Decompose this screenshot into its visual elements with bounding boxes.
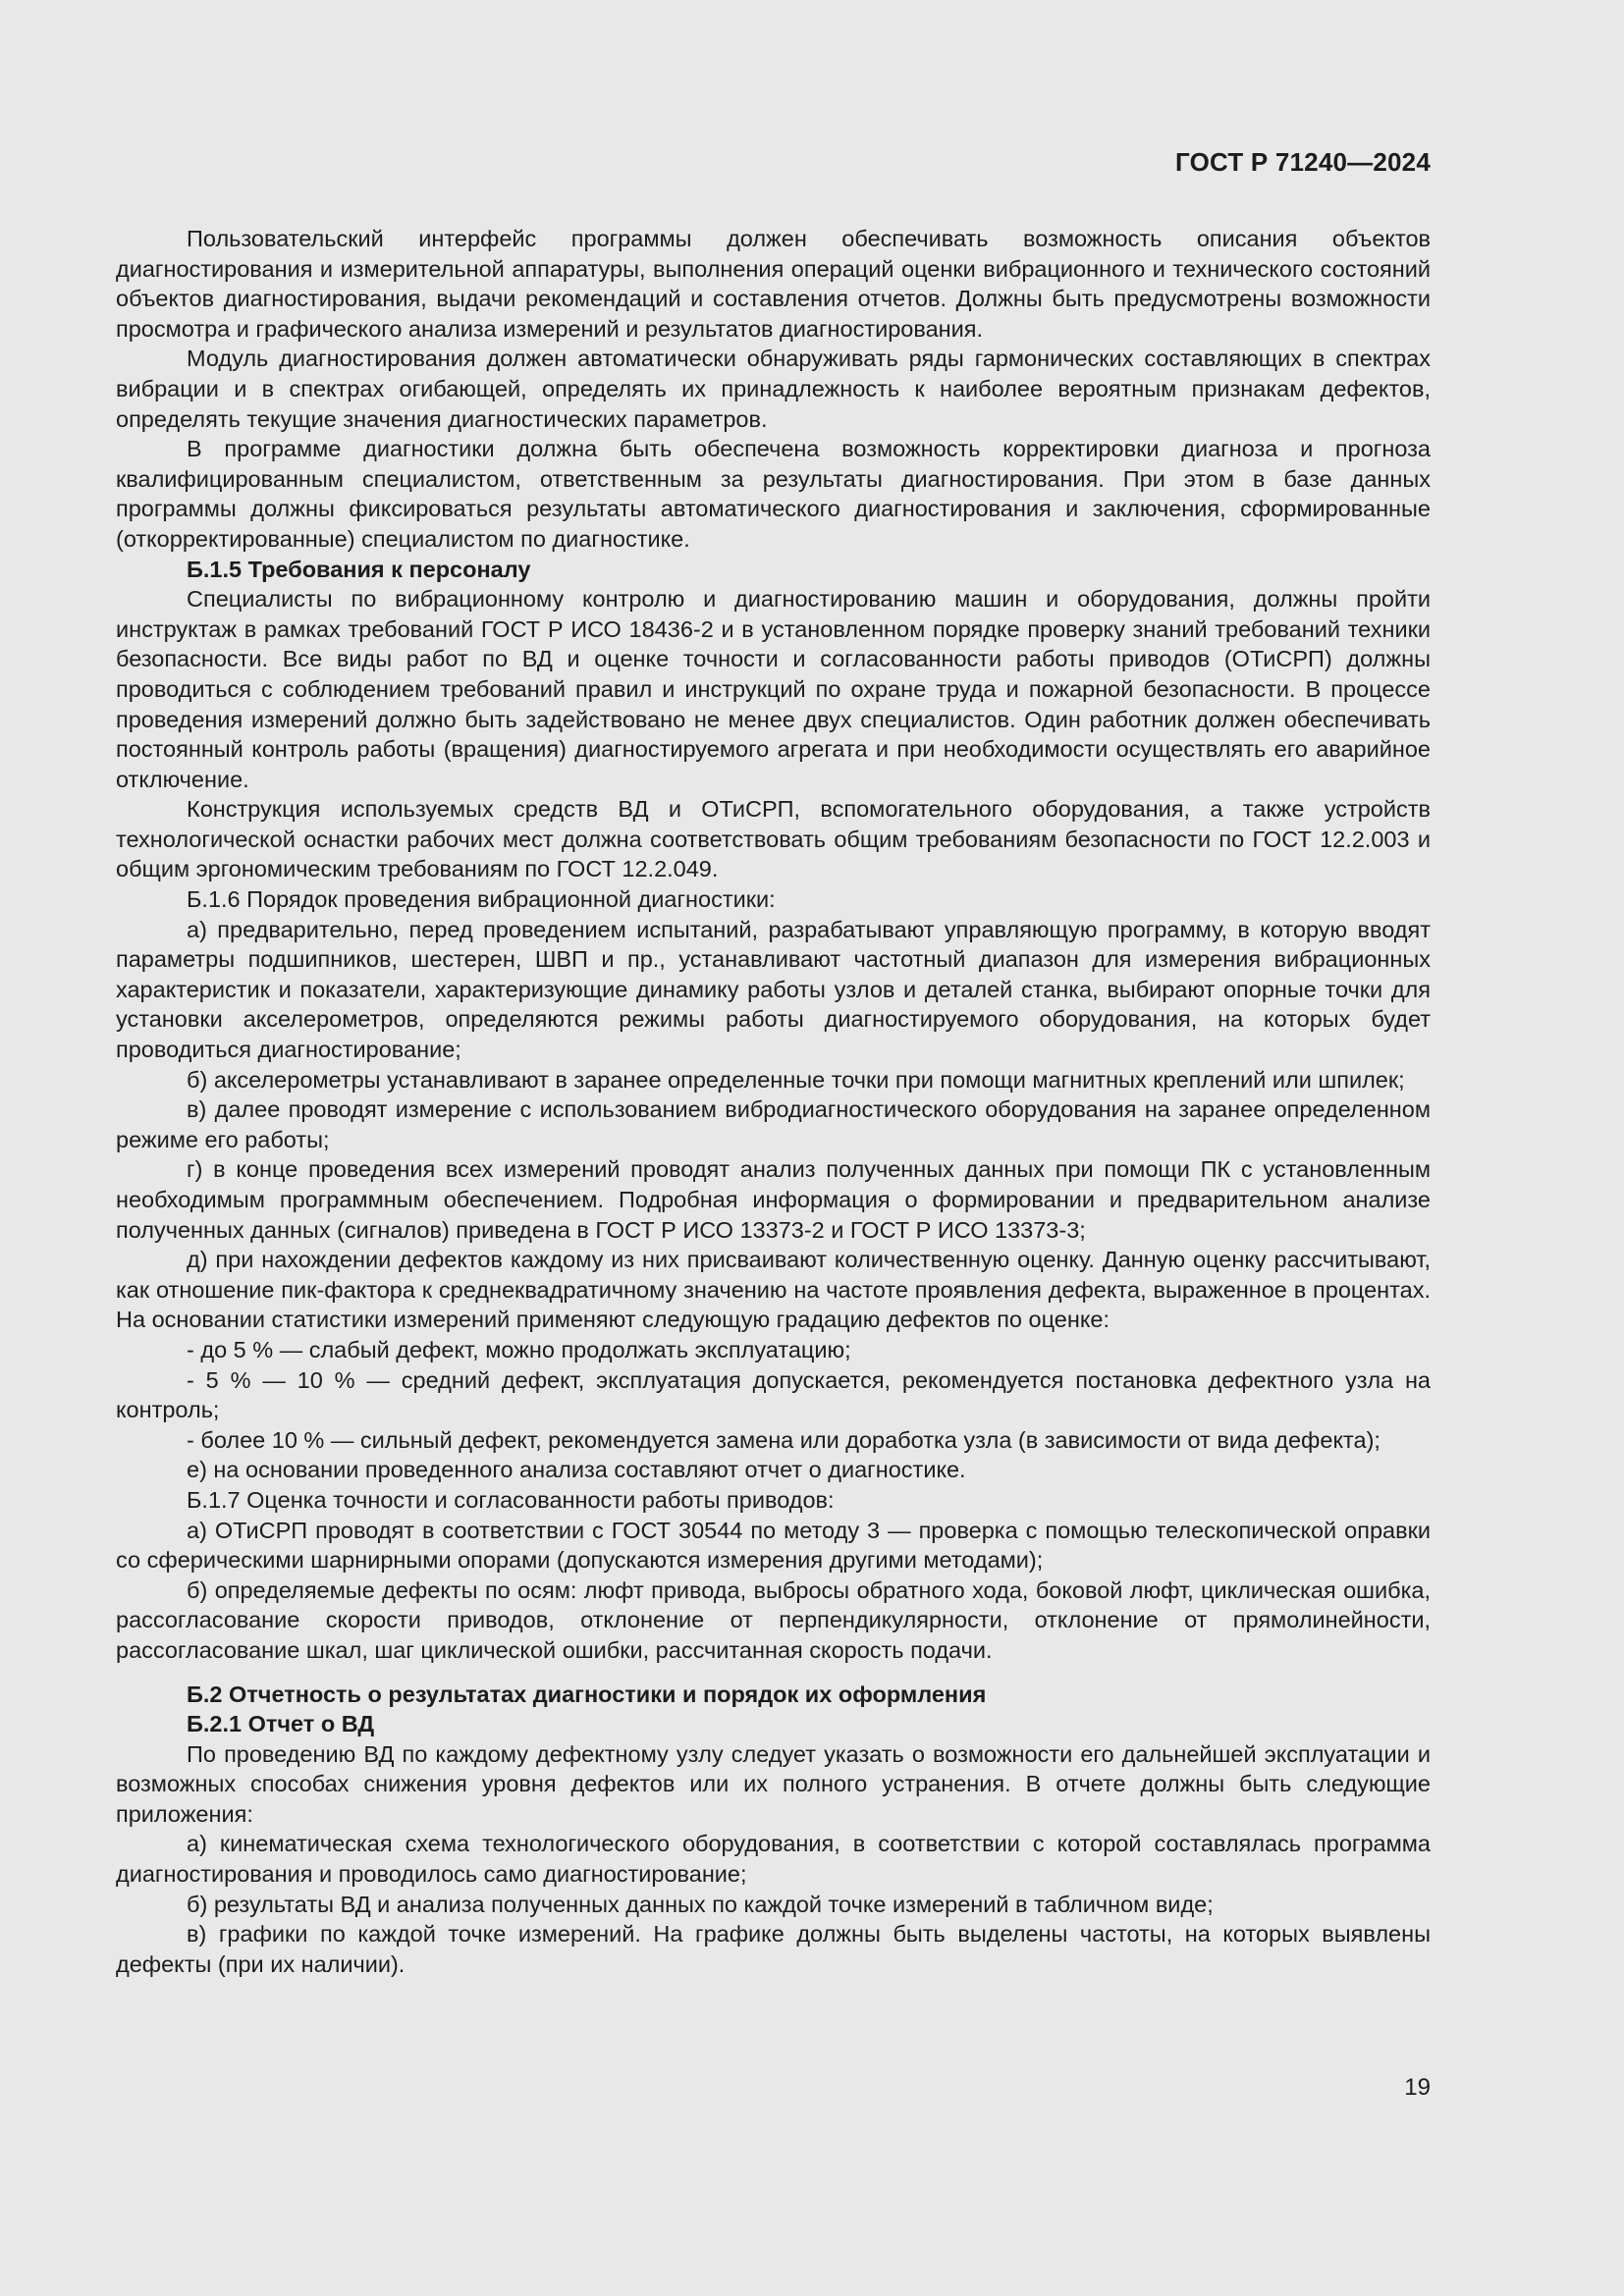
section-heading: Б.2.1 Отчет о ВД [187,1711,375,1737]
paragraph: В программе диагностики должна быть обеспечена возможность корректировки диагноза и прогноза квалифицированным специалистом, ответственным за результаты диагностирования. При этом в базе данных программы должны фиксироваться результаты автоматического диагностирования и заключения, сформированные (откорректированные) специалистом по диагностике. [116,436,1431,552]
document-body [116,224,1431,1979]
list-item: г) в конце проведения всех измерений проводят анализ полученных данных при помощи ПК с установленным необходимым программным обеспечением. Подробная информация о формировании и предварительном анализе полученных данных (сигналов) приведена в ГОСТ Р ИСО 13373-2 и ГОСТ Р ИСО 13373-3; [116,1156,1431,1243]
list-item: б) определяемые дефекты по осям: люфт привода, выбросы обратного хода, боковой люфт, циклическая ошибка, рассогласование скорости приводов, отклонение от перпендикулярности, отклонение от прямолинейности, рассогласование шкал, шаг циклической ошибки, рассчитанная скорость подачи. [116,1576,1431,1663]
paragraph: Модуль диагностирования должен автоматически обнаруживать ряды гармонических составляющих в спектрах вибрации и в спектрах огибающей, определять их принадлежность к наиболее вероятным признакам дефектов, определять текущие значения диагностических параметров. [116,346,1431,432]
paragraph: Специалисты по вибрационному контролю и диагностированию машин и оборудования, должны пройти инструктаж в рамках требований ГОСТ Р ИСО 18436-2 и в установленном порядке проверку знаний требований техники безопасности. Все виды работ по ВД и оценке точности и согласованности работы приводов (ОТиСРП) должны проводиться с соблюдением требований правил и инструкций по охране труда и пожарной безопасности. В процессе проведения измерений должно быть задействовано не менее двух специалистов. Один работник должен обеспечивать постоянный контроль работы (вращения) диагностируемого агрегата и при необходимости осуществлять его аварийное отключение. [116,586,1431,792]
list-item: е) на основании проведенного анализа составляют отчет о диагностике. [187,1457,966,1483]
list-item: в) далее проводят измерение с использованием вибродиагностического оборудования на заранее определенном режиме его работы; [116,1096,1431,1152]
page-number: 19 [1404,2074,1431,2101]
subsection-title: Б.1.7 Оценка точности и согласованности работы приводов: [187,1486,835,1513]
paragraph: Пользовательский интерфейс программы должен обеспечивать возможность описания объектов диагностирования и измерительной аппаратуры, выполнения операций оценки вибрационного и технического состояний объектов диагностирования, выдачи рекомендаций и составления отчетов. Должны быть предусмотрены возможности просмотра и графического анализа измерений и результатов диагностирования. [116,226,1431,342]
paragraph: По проведению ВД по каждому дефектному узлу следует указать о возможности его дальнейшей эксплуатации и возможных способах снижения уровня дефектов или их полного устранения. В отчете должны быть следующие приложения: [116,1740,1431,1827]
document-header: ГОСТ Р 71240—2024 [1175,147,1431,177]
list-item: б) акселерометры устанавливают в заранее определенные точки при помощи магнитных креплений или шпилек; [187,1066,1405,1093]
bullet-item: - более 10 % — сильный дефект, рекомендуется замена или доработка узла (в зависимости от вида дефекта); [187,1426,1380,1453]
list-item: а) ОТиСРП проводят в соответствии с ГОСТ 30544 по методу 3 — проверка с помощью телескопической оправки со сферическими шарнирными опорами (допускаются измерения другими методами); [116,1517,1431,1574]
list-item: а) предварительно, перед проведением испытаний, разрабатывают управляющую программу, в которую вводят параметры подшипников, шестерен, ШВП и пр., устанавливают частотный диапазон для измерения вибрационных характеристик и показатели, характеризующие динамику работы узлов и деталей станка, выбирают опорные точки для установки акселерометров, определяются режимы работы диагностируемого оборудования, на которых будет проводиться диагностирование; [116,916,1431,1063]
list-item: в) графики по каждой точке измерений. На графике должны быть выделены частоты, на которых выявлены дефекты (при их наличии). [116,1921,1431,1977]
list-item: а) кинематическая схема технологического оборудования, в соответствии с которой составлялась программа диагностирования и проводилось само диагностирование; [116,1831,1431,1888]
section-heading: Б.2 Отчетность о результатах диагностики и порядок их оформления [187,1681,987,1707]
bullet-item: - 5 % — 10 % — средний дефект, эксплуатация допускается, рекомендуется постановка дефектного узла на контроль; [116,1366,1431,1423]
bullet-item: - до 5 % — слабый дефект, можно продолжать эксплуатацию; [187,1336,851,1362]
paragraph: Конструкция используемых средств ВД и ОТиСРП, вспомогательного оборудования, а также устройств технологической оснастки рабочих мест должна соответствовать общим требованиям безопасности по ГОСТ 12.2.003 и общим эргономическим требованиям по ГОСТ 12.2.049. [116,796,1431,882]
list-item: б) результаты ВД и анализа полученных данных по каждой точке измерений в табличном виде; [187,1891,1214,1917]
subsection-title: Б.1.6 Порядок проведения вибрационной диагностики: [187,886,776,913]
list-item: д) при нахождении дефектов каждому из них присваивают количественную оценку. Данную оценку рассчитывают, как отношение пик-фактора к среднеквадратичному значению на частоте проявления дефекта, выраженное в процентах. На основании статистики измерений применяют следующую градацию дефектов по оценке: [116,1247,1431,1333]
section-heading: Б.1.5 Требования к персоналу [187,556,531,582]
